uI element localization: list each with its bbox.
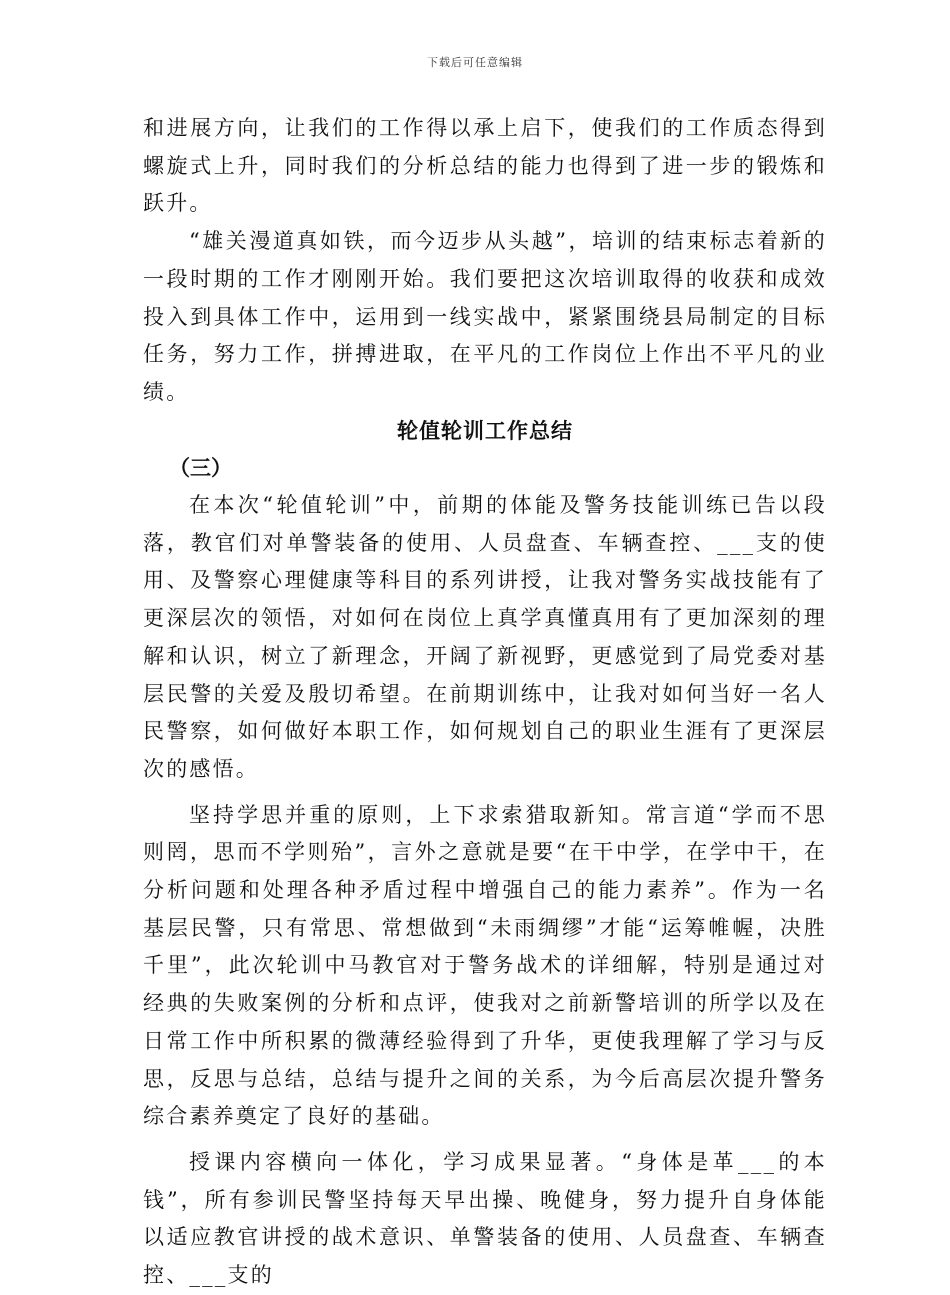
paragraph-intro: 在本次“轮值轮训”中，前期的体能及警务技能训练已告以段落，教官们对单警装备的使用、人员盘查、车辆查控、___支的使用、及警察心理健康等科目的系列讲授，让我对警务实战技能有了更深层次的领悟，对如何在岗位上真学真懂真用有了更加深刻的理解和认识，树立了新理念，开阔了新视野，更感觉到了局党委对基层民警的关爱及殷切希望。在前期训练中，让我对如何当好一名人民警察，如何做好本职工作，如何规划自己的职业生涯有了更深层次的感悟。 [143, 493, 827, 781]
paragraph-conclusion: “雄关漫道真如铁，而今迈步从头越”，培训的结束标志着新的一段时期的工作才刚刚开始。我们要把这次培训取得的收获和成效投入到具体工作中，运用到一线实战中，紧紧围绕县局制定的目标任务，努力工作，拼搏进取，在平凡的工作岗位上作出不平凡的业绩。 [143, 229, 827, 404]
page-header: 下载后可任意编辑 [427, 56, 523, 69]
paragraph-continuation: 和进展方向，让我们的工作得以承上启下，使我们的工作质态得到螺旋式上升，同时我们的分析总结的能力也得到了进一步的锻炼和跃升。 [143, 116, 827, 216]
section-subtitle: （三） [169, 455, 232, 481]
document-body [143, 110, 827, 1295]
paragraph-study-reflection: 坚持学思并重的原则，上下求索猎取新知。常言道“学而不思则罔，思而不学则殆”，言外之意就是要“在干中学，在学中干，在分析问题和处理各种矛盾过程中增强自己的能力素养”。作为一名基层民警，只有常思、常想做到“未雨绸缪”才能“运筹帷幄，决胜千里”，此次轮训中马教官对于警务战术的详细解，特别是通过对经典的失败案例的分析和点评，使我对之前新警培训的所学以及在日常工作中所积累的微薄经验得到了升华，更使我理解了学习与反思，反思与总结，总结与提升之间的关系，为今后高层次提升警务综合素养奠定了良好的基础。 [143, 802, 827, 1129]
section-title: 轮值轮训工作总结 [397, 417, 573, 443]
paragraph-training-results: 授课内容横向一体化，学习成果显著。“身体是革___的本钱”，所有参训民警坚持每天早出操、晚健身，努力提升自身体能以适应教官讲授的战术意识、单警装备的使用、人员盘查、车辆查控、___支的 [143, 1149, 827, 1288]
